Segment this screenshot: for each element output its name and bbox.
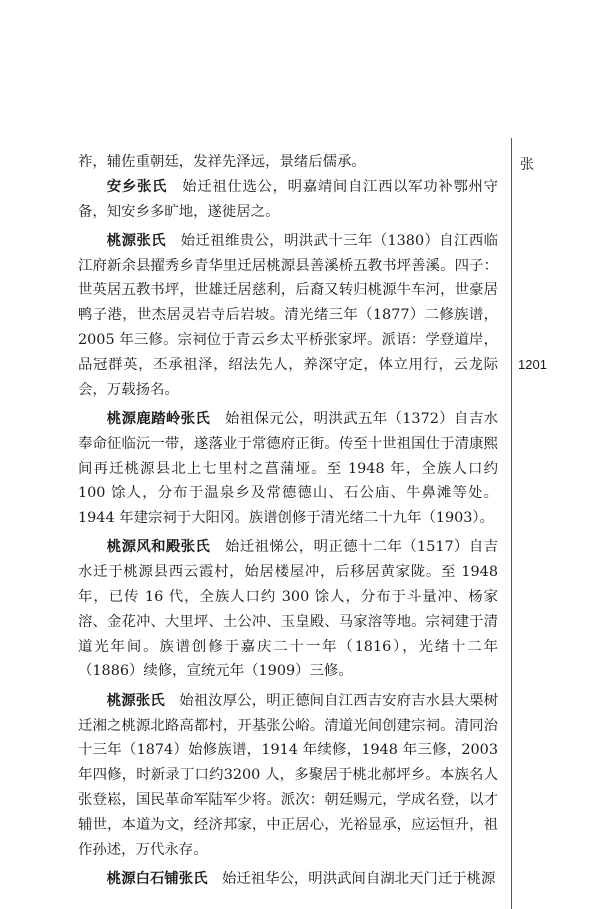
entry-body: 始迁祖悌公，明正德十二年（1517）自吉水迁于桃源县西云霞村，始居楼屋冲，后移居黄家陇。至 1948 年，已传 16 代，全族人口约 300 馀人，分布于斗量冲、杨家溶、金花冲、大里坪、土公冲、玉皇殿、马家溶等地。宗祠建于清道光年间。族谱创修于嘉庆二十一年（1816），光绪十二年（1886）续修，宣统元年（1909）三修。 xyxy=(78,539,498,680)
clan-entry xyxy=(78,175,498,225)
entry-body: 始迁祖华公，明洪武间自湖北天门迁于桃源 xyxy=(221,870,496,887)
margin-surname-char: 张 xyxy=(520,157,534,173)
entry-body: 始迁祖仕选公，明嘉靖间自江西以军功补鄂州守备，知安乡多旷地，遂徙居之。 xyxy=(78,178,498,220)
clan-entry xyxy=(78,229,498,403)
entry-heading: 桃源白石铺张氏 xyxy=(106,870,208,887)
entry-heading: 安乡张氏 xyxy=(106,178,168,195)
entry-body: 始祖汝厚公，明正德间自江西吉安府吉水县大栗树迁湘之桃源北路高都村，开基张公峪。清道光间创建宗祠。清同治十三年（1874）始修族谱，1914 年续修，1948 年三修，2003 年四修，时新录丁口约3200 人，多聚居于桃北郝坪乡。本族名人张登崧，国民革命军陆军少将。派次：朝廷赐元，学成名登，以才辅世，本道为文，经济邦家，中正居心，光裕显承，应运恒升，祖作孙述，万代永存。 xyxy=(78,692,498,858)
body-text xyxy=(78,150,498,892)
entry-body: 始迁祖维贵公，明洪武十三年（1380）自江西临江府新余县擢秀乡青华里迁居桃源县善溪桥五教书坪善溪。四子：世英居五教书坪，世雄迁居慈利，后裔又转归桃源牛车河，世豪居鸭子港，世杰居灵岩寺后岩坡。清光绪三年（1877）二修族谱，2005 年三修。宗祠位于青云乡太平桥张家坪。派语：学登道岸，品冠群英，丕承祖泽，绍法先人，养深守定，体立用行，云龙际会，万载扬名。 xyxy=(78,232,498,398)
margin-rule xyxy=(511,138,512,909)
entry-body: 始祖保元公，明洪武五年（1372）自吉水奉命征临沅一带，遂落业于常德府正街。传至十世祖国仕于清康熙间再迁桃源县北上七里村之菖蒲垭。至 1948 年，全族人口约 100 馀人，分布于温泉乡及常德德山、石公庙、牛鼻滩等处。1944 年建宗祠于大阳冈。族谱创修于清光绪二十九年（1903）。 xyxy=(78,410,498,527)
clan-entry xyxy=(78,535,498,684)
entry-heading: 桃源鹿踏岭张氏 xyxy=(106,410,211,427)
clan-entry xyxy=(78,867,498,892)
page-number: 1201 xyxy=(518,357,547,372)
continuation-paragraph: 祚，辅佐重朝廷，发祥先泽远，景绪后儒承。 xyxy=(78,154,366,170)
clan-entry xyxy=(78,407,498,531)
entry-heading: 桃源张氏 xyxy=(106,692,165,709)
entry-heading: 桃源风和殿张氏 xyxy=(106,539,211,556)
entry-heading: 桃源张氏 xyxy=(106,232,166,249)
clan-entry xyxy=(78,689,498,863)
